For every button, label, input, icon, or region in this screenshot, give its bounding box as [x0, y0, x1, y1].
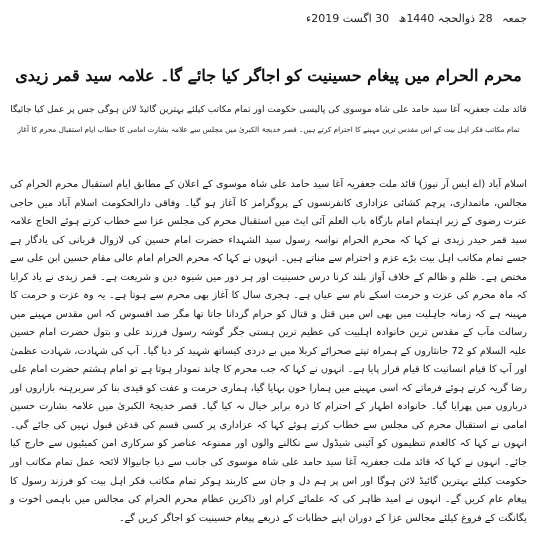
subheadline-line-1: قائد ملت جعفریہ آغا سید حامد علی شاہ موسوی کی پالیسی حکومت اور تمام مکاتب کیلئے بہترین گائیڈ لائن ہوگی جس پر عمل کیا جائیگا — [10, 105, 527, 115]
article-body — [10, 176, 527, 528]
dateline-hijri-date: 28 ذوالحجہ 1440ھ — [398, 12, 493, 25]
dateline — [10, 8, 527, 30]
article-paragraph: اسلام آباد (اے ایس آر نیوز) قائد ملت جعفریہ آغا سید حامد علی شاہ موسوی کے اعلان کے مطابق ایام استقبال محرم الحرام کی مجالس، ماتمداری، پرچم کشائی عزاداری کانفرنسوں کے پروگرامز کا آغاز ہو گیا۔ وفاقی دارالحکومت اسلام آباد میں حاجی عترت رضوی کے زیر اہتمام امام بارگاہ باب العلم آئی ایٹ میں استقبال محرم کی مجلس عزا سے خطاب کرتے ہوئے الحاج علامہ سید قمر حیدر زیدی نے کہا کہ محرم الحرام نواسہ رسول سید الشہداء حضرت امام حسین کی لازوال قربانی کی یادگار ہے جسے تمام مکاتب اہل بیت بڑے عزم و احترام سے مناتے ہیں۔ انہوں نے کہا کہ محرم الحرام امام عالی مقام حسین ابن علی سے مختص ہے۔ ظلم و ظالم کے خلاف آواز بلند کرنا درس حسینیت اور ہر دور میں شیوہ دین و شریعت ہے۔ قمر زیدی نے یاد کرایا کہ ماہ محرم کی عزت و حرمت اسکے نام سے عیاں ہے۔ ہجری سال کا آغاز بھی محرم سے ہوتا ہے۔ یہ وہ عزت و حرمت کا مہینہ ہے کہ زمانہ جاہلیت میں بھی اس میں قتل و قتال کو حرام گردانا جاتا تھا مگر صد افسوس کہ اس مقدس مہینے میں رسالت مآب کے مقدس ترین خانوادہ اہلبیت کی عظیم ترین ہستی جگر گوشہ رسول فرزند علی و بتول حضرت امام حسین علیہ السلام کو 72 جانثاروں کے ہمراہ تپتے صحرائے کربلا میں بے دردی کیساتھ شہید کر دیا گیا۔ آپ کی شہادت، شہادت عظمیٰ اور آپ کا قیام انسانیت کا قیام قرار پایا ہے۔ انہوں نے کہا کہ جب محرم کا چاند نمودار ہوتا ہے تو امام ہشتم حضرت امام علی رضا گریہ کرتے ہوئے فرماتے کہ اسی مہینے میں ہمارا خون بہایا گیا، ہماری حرمت و عفت کو قیدی بنا کر سربرہنہ بازاروں اور درباروں میں پھرایا گیا۔ خانوادہ اطہار کے احترام کا ذرہ برابر خیال نہ کیا گیا۔ قصر خدیجۃ الکبریٰ میں علامہ بشارت حسین امامی نے استقبال محرم کی مجلس سے خطاب کرتے ہوئے کہا کہ عزاداری پر کسی قسم کی قدغن قبول نہیں کی جائے گی۔ انہوں نے کہا کہ کالعدم تنظیموں کو آئینی شیڈول سے نکالنے والوں اور ممنوعہ عناصر کو سرکاری امن کمیٹیوں سے خارج کیا جائے۔ انہوں نے کہا کہ قائد ملت جعفریہ آغا سید حامد علی شاہ موسوی کی جانب سے دیا جانیوالا لائحہ عمل تمام مکاتب اور حکومت کیلئے بہترین گائیڈ لائن ہوگا اور اس پر ہم دل و جان سے کاربند ہوکر تمام مکاتب فکر اہل بیت کو فرزند رسول کا پیغام عام کریں گے۔ انہوں نے امید ظاہر کی کہ علمائے کرام اور ذاکرین عظام محرم الحرام کی مجالس میں باہمی اخوت و یگانگت کے فروغ کیلئے مجالس عزا کے دوران اپنے خطابات کے ذریعے پیغام حسینیت کو اجاگر کریں گے۔ — [10, 179, 527, 524]
dateline-gregorian-date: 30 اگست 2019ء — [306, 12, 390, 25]
dateline-day: جمعہ — [502, 12, 527, 25]
headline: محرم الحرام میں پیغام حسینیت کو اجاگر کیا جائے گا۔ علامہ سید قمر زیدی — [15, 66, 522, 85]
subheadline — [10, 100, 527, 140]
subheadline-line-2: تمام مکاتب فکر اہل بیت کے اس مقدس ترین مہینے کا احترام کرتے ہیں۔ قصر خدیجۃ الکبریٰ میں مجلس سے علامہ بشارت امامی کا خطاب ایام استقبال محرم کا آغاز — [17, 125, 520, 134]
